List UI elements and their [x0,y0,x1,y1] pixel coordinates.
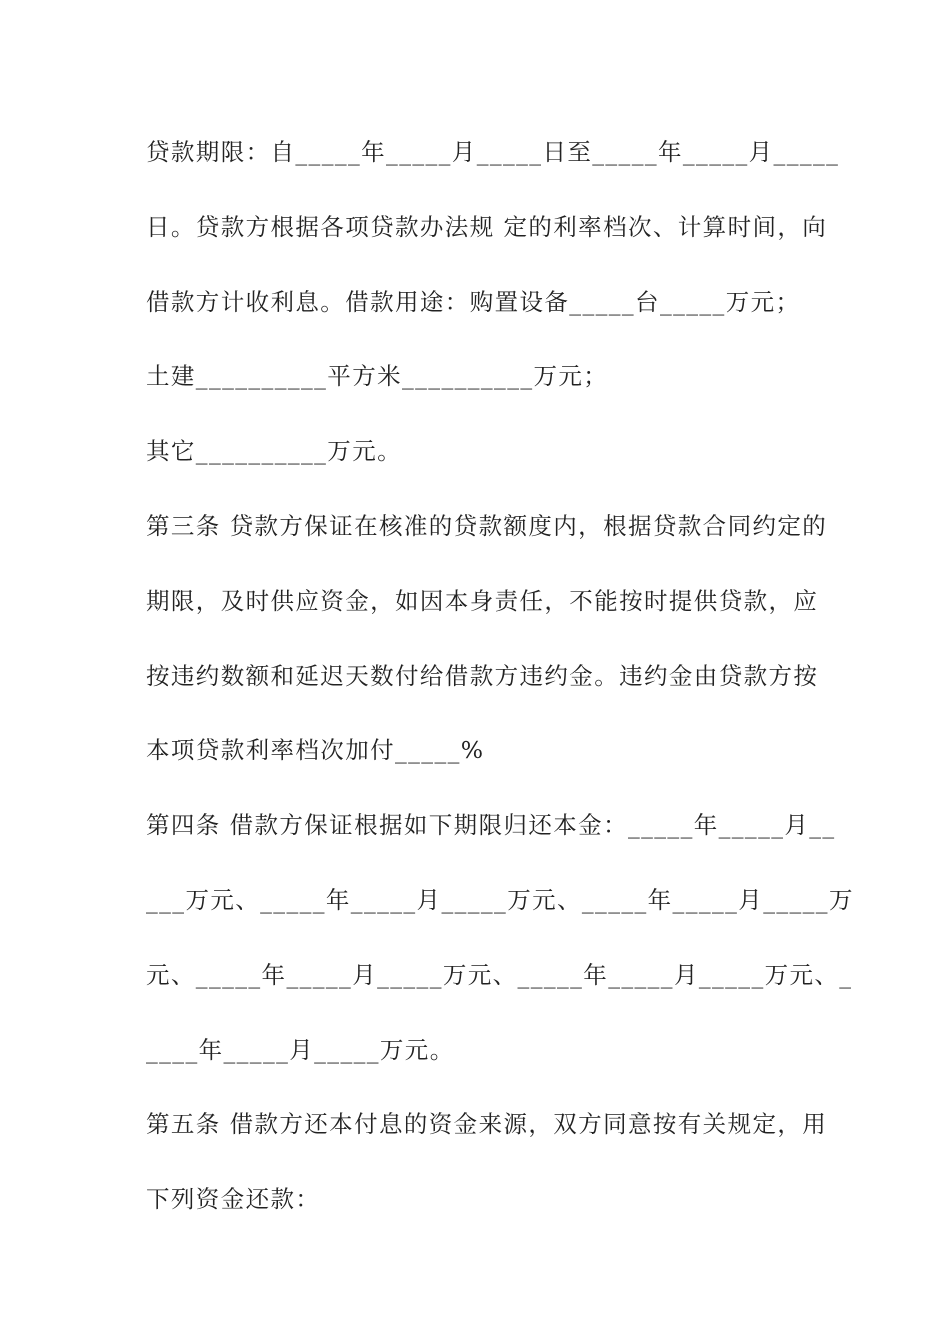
article-4-line-2: ___万元、_____年_____月_____万元、_____年_____月_____万 [146,885,854,914]
article-4-line-3: 元、_____年_____月_____万元、_____年_____月_____万元、_ [146,960,853,989]
text-line-interest-basis: 日。贷款方根据各项贷款办法规 定的利率档次、计算时间，向 [146,212,828,241]
article-5-line-2: 下列资金还款： [146,1185,321,1214]
article-3-line-1: 第三条 贷款方保证在核准的贷款额度内，根据贷款合同约定的 [146,511,828,540]
contract-text-block [146,125,854,1247]
article-4-line-1: 第四条 借款方保证根据如下期限归还本金：_____年_____月__ [146,811,836,840]
text-line-loan-term: 贷款期限：自_____年_____月_____日至_____年_____月_____ [146,138,840,166]
article-4-line-4: ____年_____月_____万元。 [146,1035,455,1064]
text-line-loan-purpose: 借款方计收利息。借款用途：购置设备_____台_____万元； [146,287,801,316]
article-3-line-4: 本项贷款利率档次加付_____% [146,736,485,765]
article-3-line-2: 期限，及时供应资金，如因本身责任，不能按时提供贷款，应 [146,586,819,615]
article-3-line-3: 按违约数额和延迟天数付给借款方违约金。违约金由贷款方按 [146,661,819,690]
article-5-line-1: 第五条 借款方还本付息的资金来源，双方同意按有关规定，用 [146,1110,828,1139]
text-line-construction: 土建__________平方米__________万元； [146,362,609,391]
text-line-other: 其它__________万元。 [146,437,402,466]
